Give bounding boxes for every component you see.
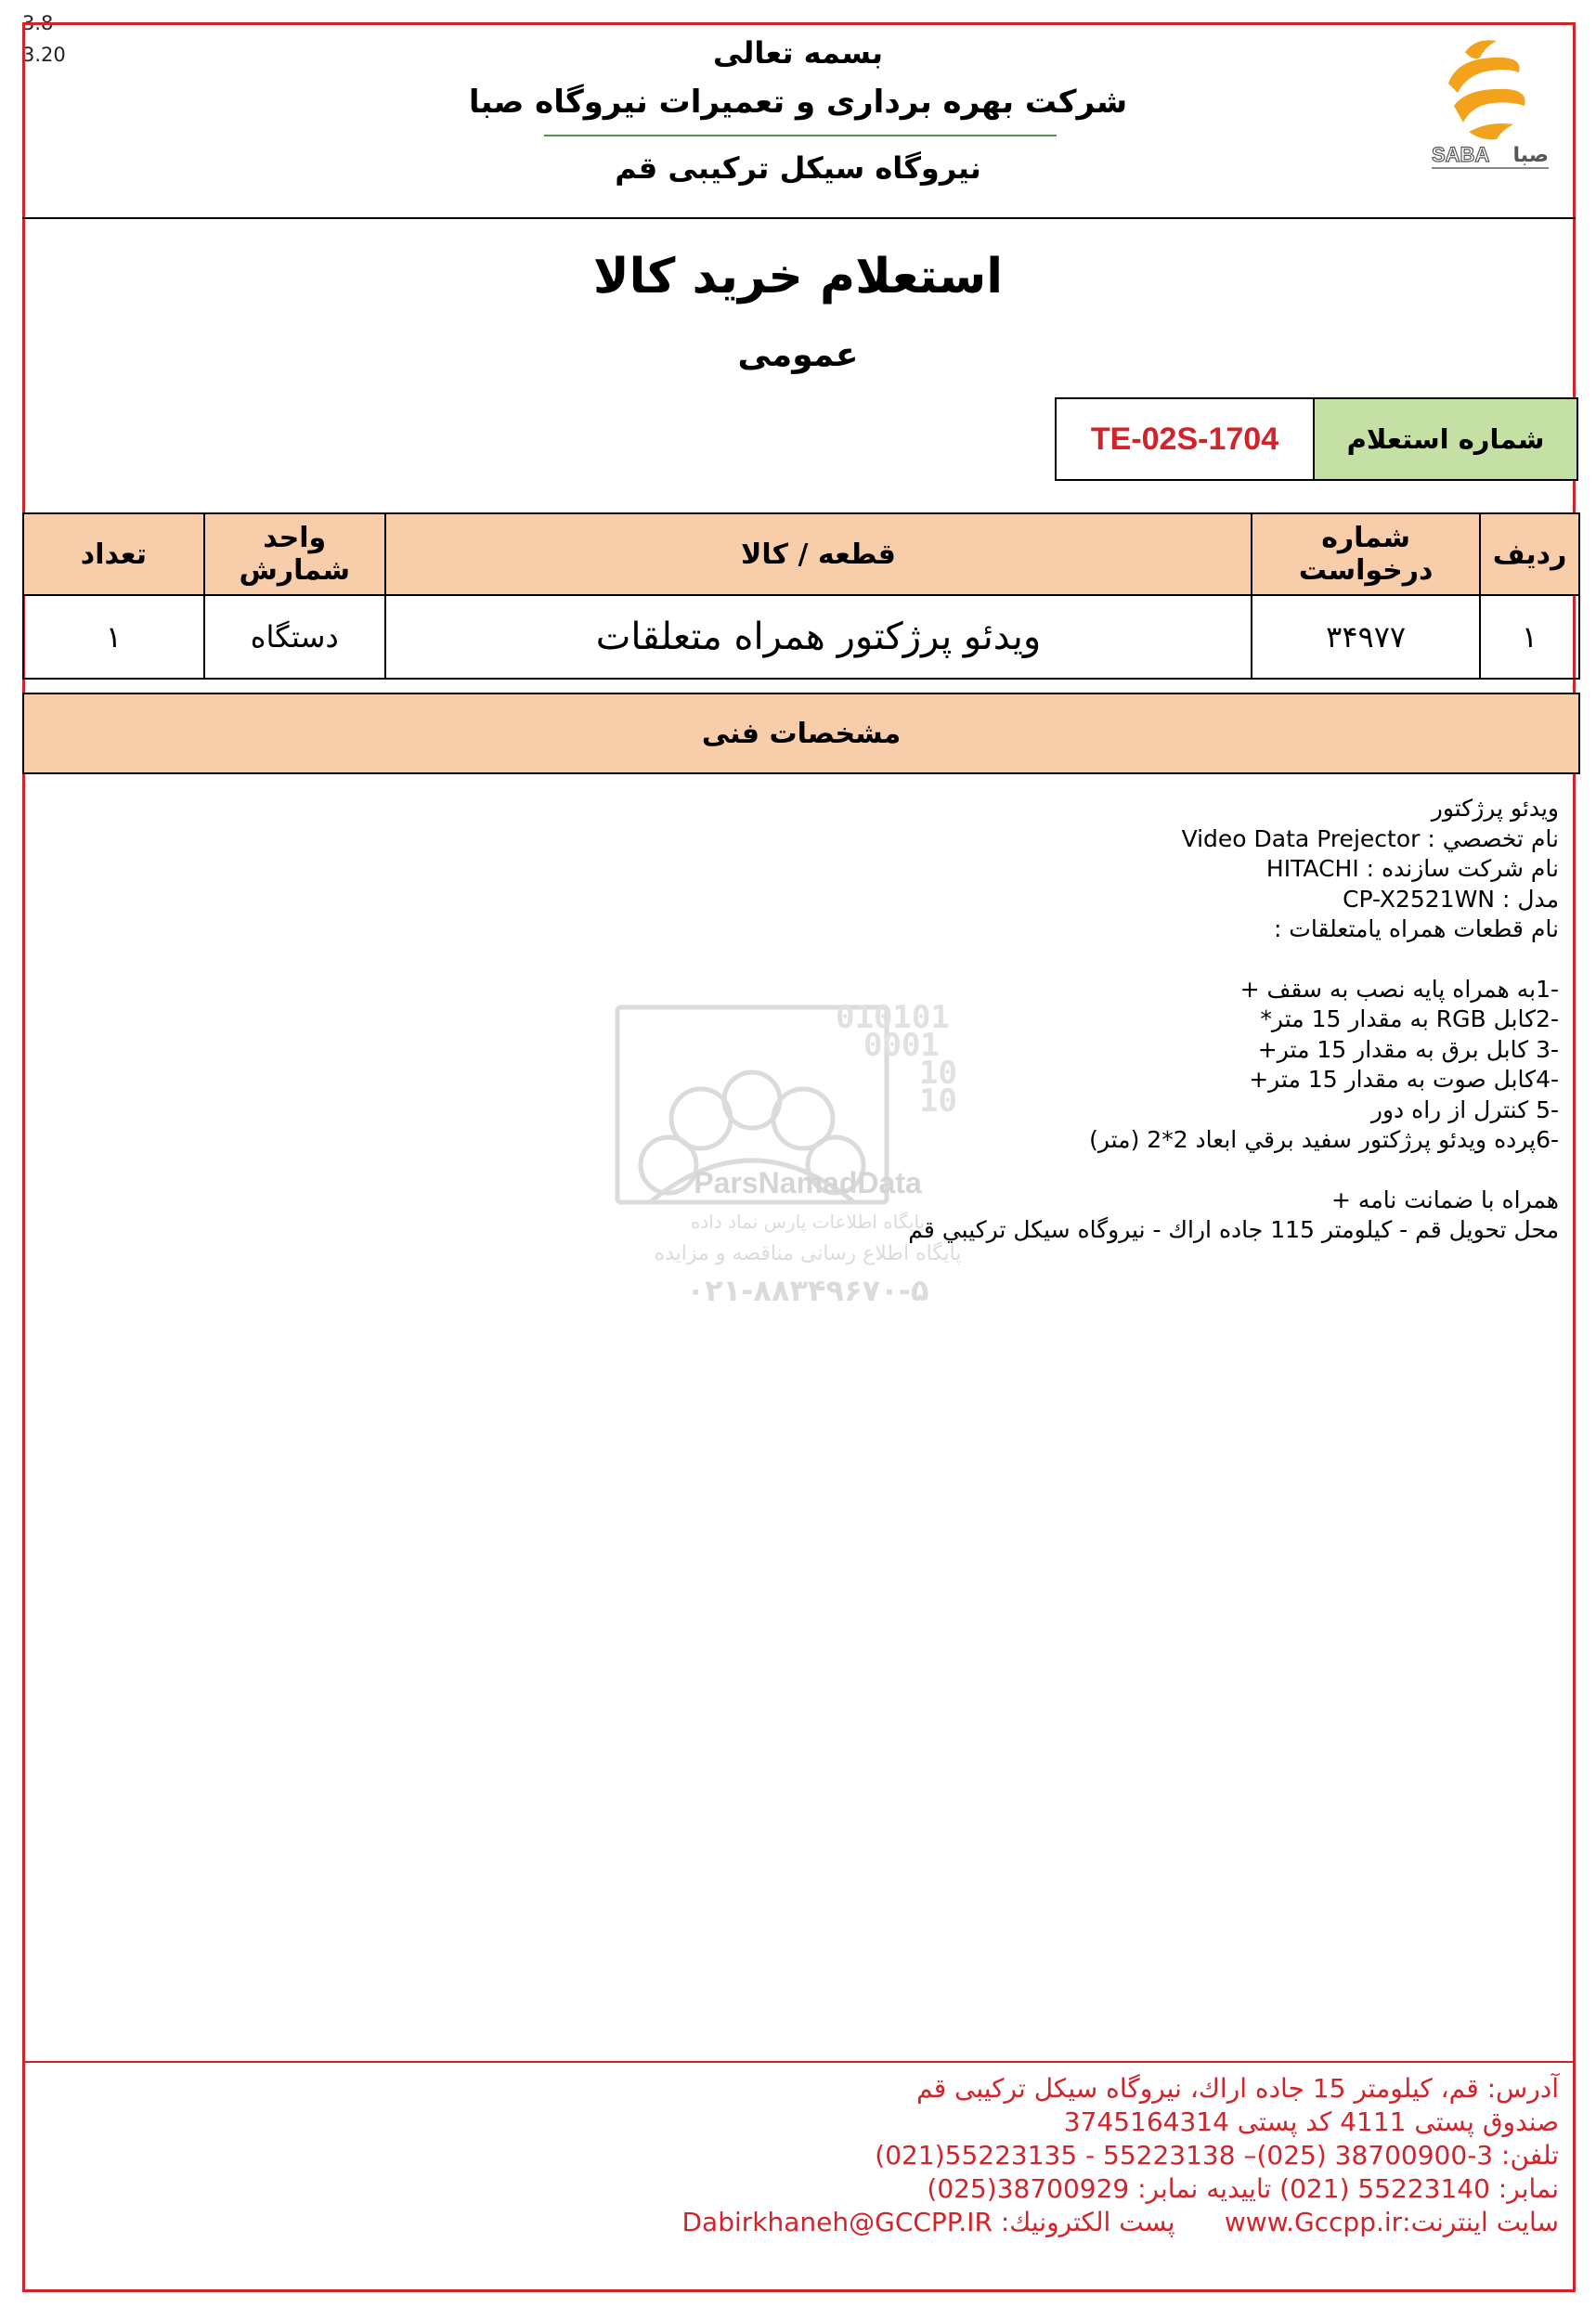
inquiry-number-box	[1055, 397, 1578, 481]
spec-line: -5 کنترل از راه دور	[1370, 1095, 1559, 1123]
logo-text: SABA	[1432, 143, 1490, 166]
spec-line: نام تخصصي : Video Data Prejector	[1181, 824, 1559, 852]
footer-website-label: سایت اینترنت:	[1402, 2207, 1559, 2237]
spec-line: -1به همراه پایه نصب به سقف +	[1239, 975, 1559, 1003]
document-title: استعلام خرید کالا	[592, 249, 1004, 305]
header-request-number: شماره درخواست	[1252, 513, 1480, 595]
footer-contact	[682, 2072, 1560, 2239]
spec-line: محل تحویل قم - کیلومتر 115 جاده اراك - نیروگاه سیکل ترکیبي قم	[908, 1216, 1559, 1243]
logo-underline	[1432, 167, 1549, 169]
bismillah-heading: بسمه تعالی	[712, 35, 884, 71]
table-header-row	[23, 513, 1579, 595]
footer-address: آدرس: قم، کیلومتر 15 جاده اراك، نیروگاه سیکل ترکیبی قم	[916, 2073, 1559, 2104]
watermark-digits-4: 10	[919, 1082, 957, 1120]
footer-web-email	[682, 2206, 1560, 2239]
inquiry-number-label: شماره استعلام	[1313, 399, 1577, 479]
saba-logo-mark	[1448, 40, 1525, 139]
header-quantity: تعداد	[23, 513, 204, 595]
version-number: 3.8	[22, 12, 54, 34]
logo-text-fa: صبا	[1512, 144, 1549, 167]
spec-line: -2کابل RGB به مقدار 15 متر*	[1260, 1005, 1559, 1032]
items-table	[22, 512, 1580, 680]
footer-phone: تلفن: 3-38700900 (025)– 55223138 - 55223135(021)	[875, 2140, 1559, 2171]
watermark-brand: ParsNamadData	[694, 1166, 922, 1199]
header-divider	[22, 217, 1576, 219]
header-underline	[544, 135, 1057, 136]
cell-quantity: ۱	[23, 595, 204, 679]
cell-unit: دستگاه	[204, 595, 385, 679]
watermark-line-2: پایگاه اطلاع رسانی مناقصه و مزایده	[654, 1242, 962, 1265]
spec-line: -3 کابل برق به مقدار 15 متر+	[1257, 1035, 1559, 1063]
watermark-phone: ۰۲۱-۸۸۳۴۹۶۷۰-۵	[686, 1273, 929, 1308]
spec-line: مدل : CP-X2521WN	[1343, 885, 1559, 913]
cell-goods: ویدئو پرژکتور همراه متعلقات	[385, 595, 1252, 679]
inquiry-number-value: TE-02S-1704	[1090, 421, 1279, 457]
spec-line: -4کابل صوت به مقدار 15 متر+	[1249, 1066, 1559, 1093]
header-unit: واحد شمارش	[204, 513, 385, 595]
spec-spacer	[259, 1156, 1559, 1186]
watermark-digits-1: 010101	[836, 999, 950, 1036]
table-row	[23, 595, 1579, 679]
spec-spacer	[259, 945, 1559, 975]
spec-line: همراه با ضمانت نامه +	[1331, 1186, 1559, 1213]
watermark-digits-3: 10	[919, 1055, 957, 1092]
watermark-digits-2: 0001	[863, 1027, 940, 1064]
technical-specs-header: مشخصات فنی	[22, 693, 1580, 774]
spec-line: -6پرده ویدئو پرژکتور سفید برقي ابعاد 2*2 (متر)	[1089, 1126, 1559, 1153]
footer-fax: نمابر: 55223140 (021) تاییدیه نمابر: 38700929(025)	[927, 2173, 1559, 2204]
cell-row-number: ۱	[1480, 595, 1579, 679]
version-subnumber: 3.20	[22, 44, 66, 66]
cell-request-number: ۳۴۹۷۷	[1252, 595, 1480, 679]
watermark-line-1: پایگاه اطلاعات پارس نماد داده	[690, 1211, 926, 1233]
footer-email-label: پست الکترونیك:	[1000, 2207, 1175, 2237]
spec-line: ویدئو پرژکتور	[1431, 795, 1559, 822]
footer-pobox: صندوق پستی 4111 کد پستی 3745164314	[1063, 2106, 1559, 2137]
footer-website-link[interactable]: www.Gccpp.ir	[1224, 2207, 1403, 2237]
document-subtitle: عمومی	[737, 336, 859, 374]
spec-line: نام شرکت سازنده : HITACHI	[1265, 855, 1559, 882]
footer-divider	[22, 2061, 1576, 2063]
header-goods: قطعه / کالا	[385, 513, 1252, 595]
saba-logo	[1411, 35, 1560, 175]
spec-line: نام قطعات همراه یامتعلقات :	[1273, 915, 1559, 942]
technical-specs-body	[259, 794, 1559, 1246]
header-row-number: ردیف	[1480, 513, 1579, 595]
footer-email-link[interactable]: Dabirkhaneh@GCCPP.IR	[681, 2207, 993, 2237]
plant-name: نیروگاه سیکل ترکیبی قم	[615, 150, 981, 186]
company-name: شرکت بهره برداری و تعمیرات نیروگاه صبا	[468, 84, 1128, 121]
